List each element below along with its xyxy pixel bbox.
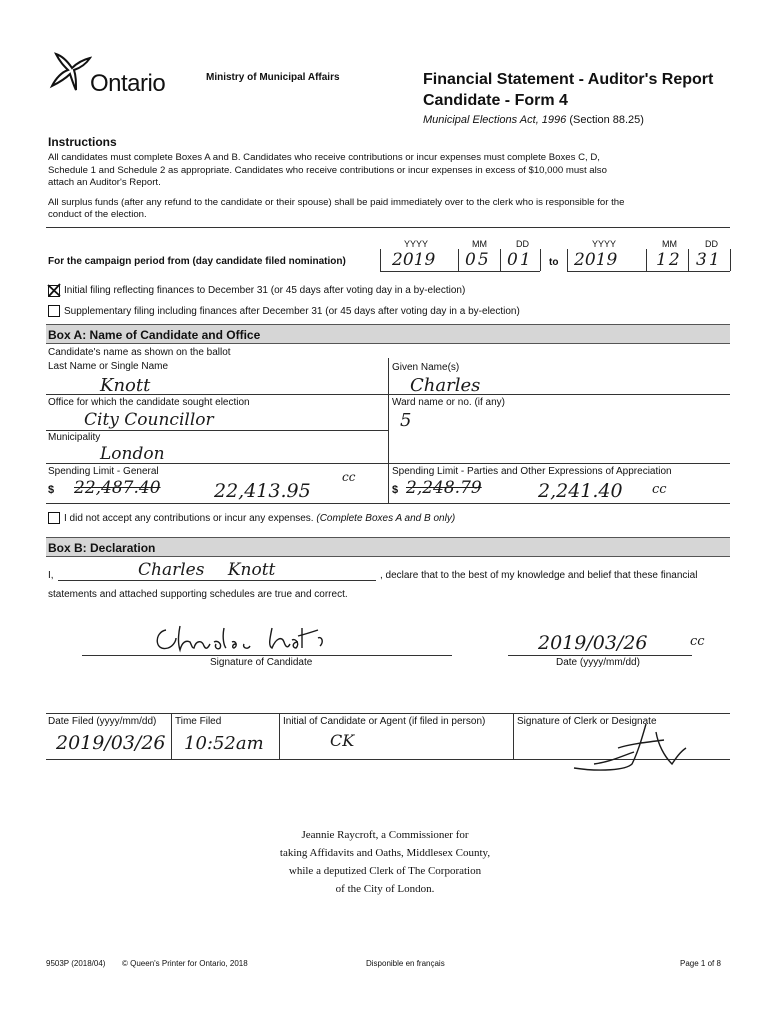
supplementary-filing-checkbox[interactable]: [48, 305, 60, 317]
to-dd-value[interactable]: 31: [696, 250, 722, 270]
municipality-value[interactable]: London: [100, 444, 165, 464]
divider: [46, 227, 730, 228]
spending-general-dollar: $: [48, 484, 55, 496]
given-name-value[interactable]: Charles: [410, 375, 481, 396]
trillium-icon: [46, 48, 92, 94]
stamp-line: taking Affidavits and Oaths, Middlesex County,: [279, 847, 491, 859]
date-filed-label: Date Filed (yyyy/mm/dd): [48, 716, 157, 727]
instr-line: attach an Auditor's Report.: [48, 177, 161, 188]
declare-suffix: , declare that to the best of my knowledge and belief that these financial: [380, 570, 698, 581]
no-contributions-text: I did not accept any contributions or incur any expenses.: [64, 513, 314, 524]
time-filed-value[interactable]: 10:52am: [184, 733, 264, 754]
declarant-underline: [58, 580, 376, 581]
spending-parties-label: Spending Limit - Parties and Other Expressions of Appreciation: [392, 466, 672, 477]
initial-filing-checkbox[interactable]: [48, 285, 60, 297]
box-b-heading: Box B: Declaration: [46, 537, 730, 557]
last-name-value[interactable]: Knott: [100, 375, 151, 396]
field-divider: [46, 430, 388, 431]
agent-initial-label: Initial of Candidate or Agent (if filed in person): [283, 716, 486, 727]
declare-line2: statements and attached supporting schedules are true and correct.: [48, 589, 348, 600]
form-title: Financial Statement - Auditor's Report: [423, 71, 714, 88]
date-separator: [646, 249, 647, 271]
to-mm-label: MM: [662, 239, 677, 249]
date-separator: [458, 249, 459, 271]
ballot-name-label: Candidate's name as shown on the ballot: [48, 347, 231, 358]
table-col: [513, 713, 514, 759]
table-col: [279, 713, 280, 759]
candidate-signature: [152, 618, 352, 658]
spending-general-value[interactable]: 22,413.95: [214, 480, 311, 502]
supplementary-filing-label: Supplementary filing including finances after December 31 (or 45 days after voting day in a by-election): [64, 306, 520, 317]
last-name-label: Last Name or Single Name: [48, 361, 169, 372]
field-divider: [46, 503, 730, 504]
spending-parties-dollar: $: [392, 484, 399, 496]
from-mm-label: MM: [472, 239, 487, 249]
act-name: Municipal Elections Act, 1996: [423, 114, 567, 126]
from-yyyy-value[interactable]: 2019: [392, 250, 436, 270]
stamp-line: while a deputized Clerk of The Corporation: [288, 865, 482, 877]
box-a-heading: Box A: Name of Candidate and Office: [46, 324, 730, 344]
instr-line: All surplus funds (after any refund to the candidate or their spouse) shall be paid immediately over to the clerk who is responsible for the: [48, 196, 625, 208]
instructions-text: [48, 152, 624, 222]
copyright: © Queen's Printer for Ontario, 2018: [122, 959, 248, 968]
from-mm-value[interactable]: 05: [465, 250, 491, 270]
office-value[interactable]: City Councillor: [84, 410, 214, 430]
declarant-name-value[interactable]: Charles Knott: [138, 560, 276, 580]
date-separator: [500, 249, 501, 271]
declaration-date-value[interactable]: 2019/03/26: [538, 632, 648, 654]
initial-filing-label: Initial filing reflecting finances to December 31 (or 45 days after voting day in a by-election): [64, 285, 466, 296]
time-filed-label: Time Filed: [175, 716, 222, 727]
instr-line: Schedule 1 and Schedule 2 as appropriate. Candidates who receive contributions or incur expenses in excess of $10,000 must also: [48, 164, 607, 176]
given-name-label: Given Name(s): [392, 362, 460, 373]
field-divider: [46, 463, 730, 464]
from-dd-label: DD: [516, 239, 529, 249]
spending-general-struck: 22,487.40: [74, 478, 161, 498]
clerk-signature: [560, 718, 700, 774]
date-separator: [688, 249, 689, 271]
spending-parties-value[interactable]: 2,241.40: [538, 480, 623, 502]
ontario-logo: [46, 48, 186, 98]
to-yyyy-label: YYYY: [592, 239, 617, 249]
table-col: [171, 713, 172, 759]
spending-parties-initial: cc: [652, 482, 667, 497]
to-mm-value[interactable]: 12: [656, 250, 682, 270]
instr-line: conduct of the election.: [48, 209, 147, 220]
no-contributions-checkbox[interactable]: [48, 512, 60, 524]
instr-line: All candidates must complete Boxes A and B. Candidates who receive contributions or incur expenses must complete Boxes C, D,: [48, 152, 600, 163]
ward-value[interactable]: 5: [400, 410, 412, 431]
to-yyyy-value[interactable]: 2019: [574, 250, 618, 270]
logo-wordmark: Ontario: [90, 70, 166, 97]
agent-initial-value[interactable]: CK: [330, 731, 355, 750]
french-availability[interactable]: Disponible en français: [366, 959, 445, 968]
spending-general-label: Spending Limit - General: [48, 466, 159, 477]
signature-line: [82, 655, 452, 656]
instructions-heading: Instructions: [48, 135, 117, 149]
field-divider: [46, 394, 730, 395]
declaration-date-initial: cc: [690, 634, 705, 649]
form-number: 9503P (2018/04): [46, 959, 106, 968]
clerk-signature-label: Signature of Clerk or Designate: [517, 716, 657, 727]
date-filed-value[interactable]: 2019/03/26: [56, 732, 166, 754]
declaration-date-label: Date (yyyy/mm/dd): [556, 657, 640, 668]
checkmark-icon: [47, 283, 61, 297]
page-number: Page 1 of 8: [680, 959, 721, 968]
date-underline: [380, 271, 540, 272]
ministry-name: Ministry of Municipal Affairs: [206, 72, 340, 83]
date-separator: [567, 249, 568, 271]
date-underline: [567, 271, 730, 272]
spending-general-initial: cc: [342, 470, 356, 484]
to-label: to: [549, 257, 559, 268]
stamp-line: of the City of London.: [335, 883, 435, 895]
act-reference: [423, 114, 644, 126]
spending-parties-struck: 2,248.79: [406, 478, 482, 498]
date-line: [508, 655, 692, 656]
date-separator: [540, 249, 541, 271]
ward-label: Ward name or no. (if any): [392, 397, 506, 408]
date-separator: [380, 249, 381, 271]
act-section: (Section 88.25): [569, 114, 644, 126]
column-divider: [388, 358, 389, 504]
office-label: Office for which the candidate sought election: [48, 397, 250, 408]
table-top: [46, 713, 730, 714]
to-dd-label: DD: [705, 239, 718, 249]
from-dd-value[interactable]: 01: [507, 250, 533, 270]
commissioner-stamp: [0, 826, 770, 898]
no-contributions-note: (Complete Boxes A and B only): [316, 513, 456, 524]
date-separator: [730, 249, 731, 271]
signature-label: Signature of Candidate: [210, 657, 313, 668]
form-subtitle: Candidate - Form 4: [423, 92, 568, 109]
stamp-line: Jeannie Raycroft, a Commissioner for: [301, 829, 469, 841]
municipality-label: Municipality: [48, 432, 101, 443]
no-contributions-label: [64, 513, 455, 524]
campaign-period-label: For the campaign period from (day candidate filed nomination): [48, 256, 346, 267]
from-yyyy-label: YYYY: [404, 239, 429, 249]
declare-prefix: I,: [48, 570, 54, 581]
